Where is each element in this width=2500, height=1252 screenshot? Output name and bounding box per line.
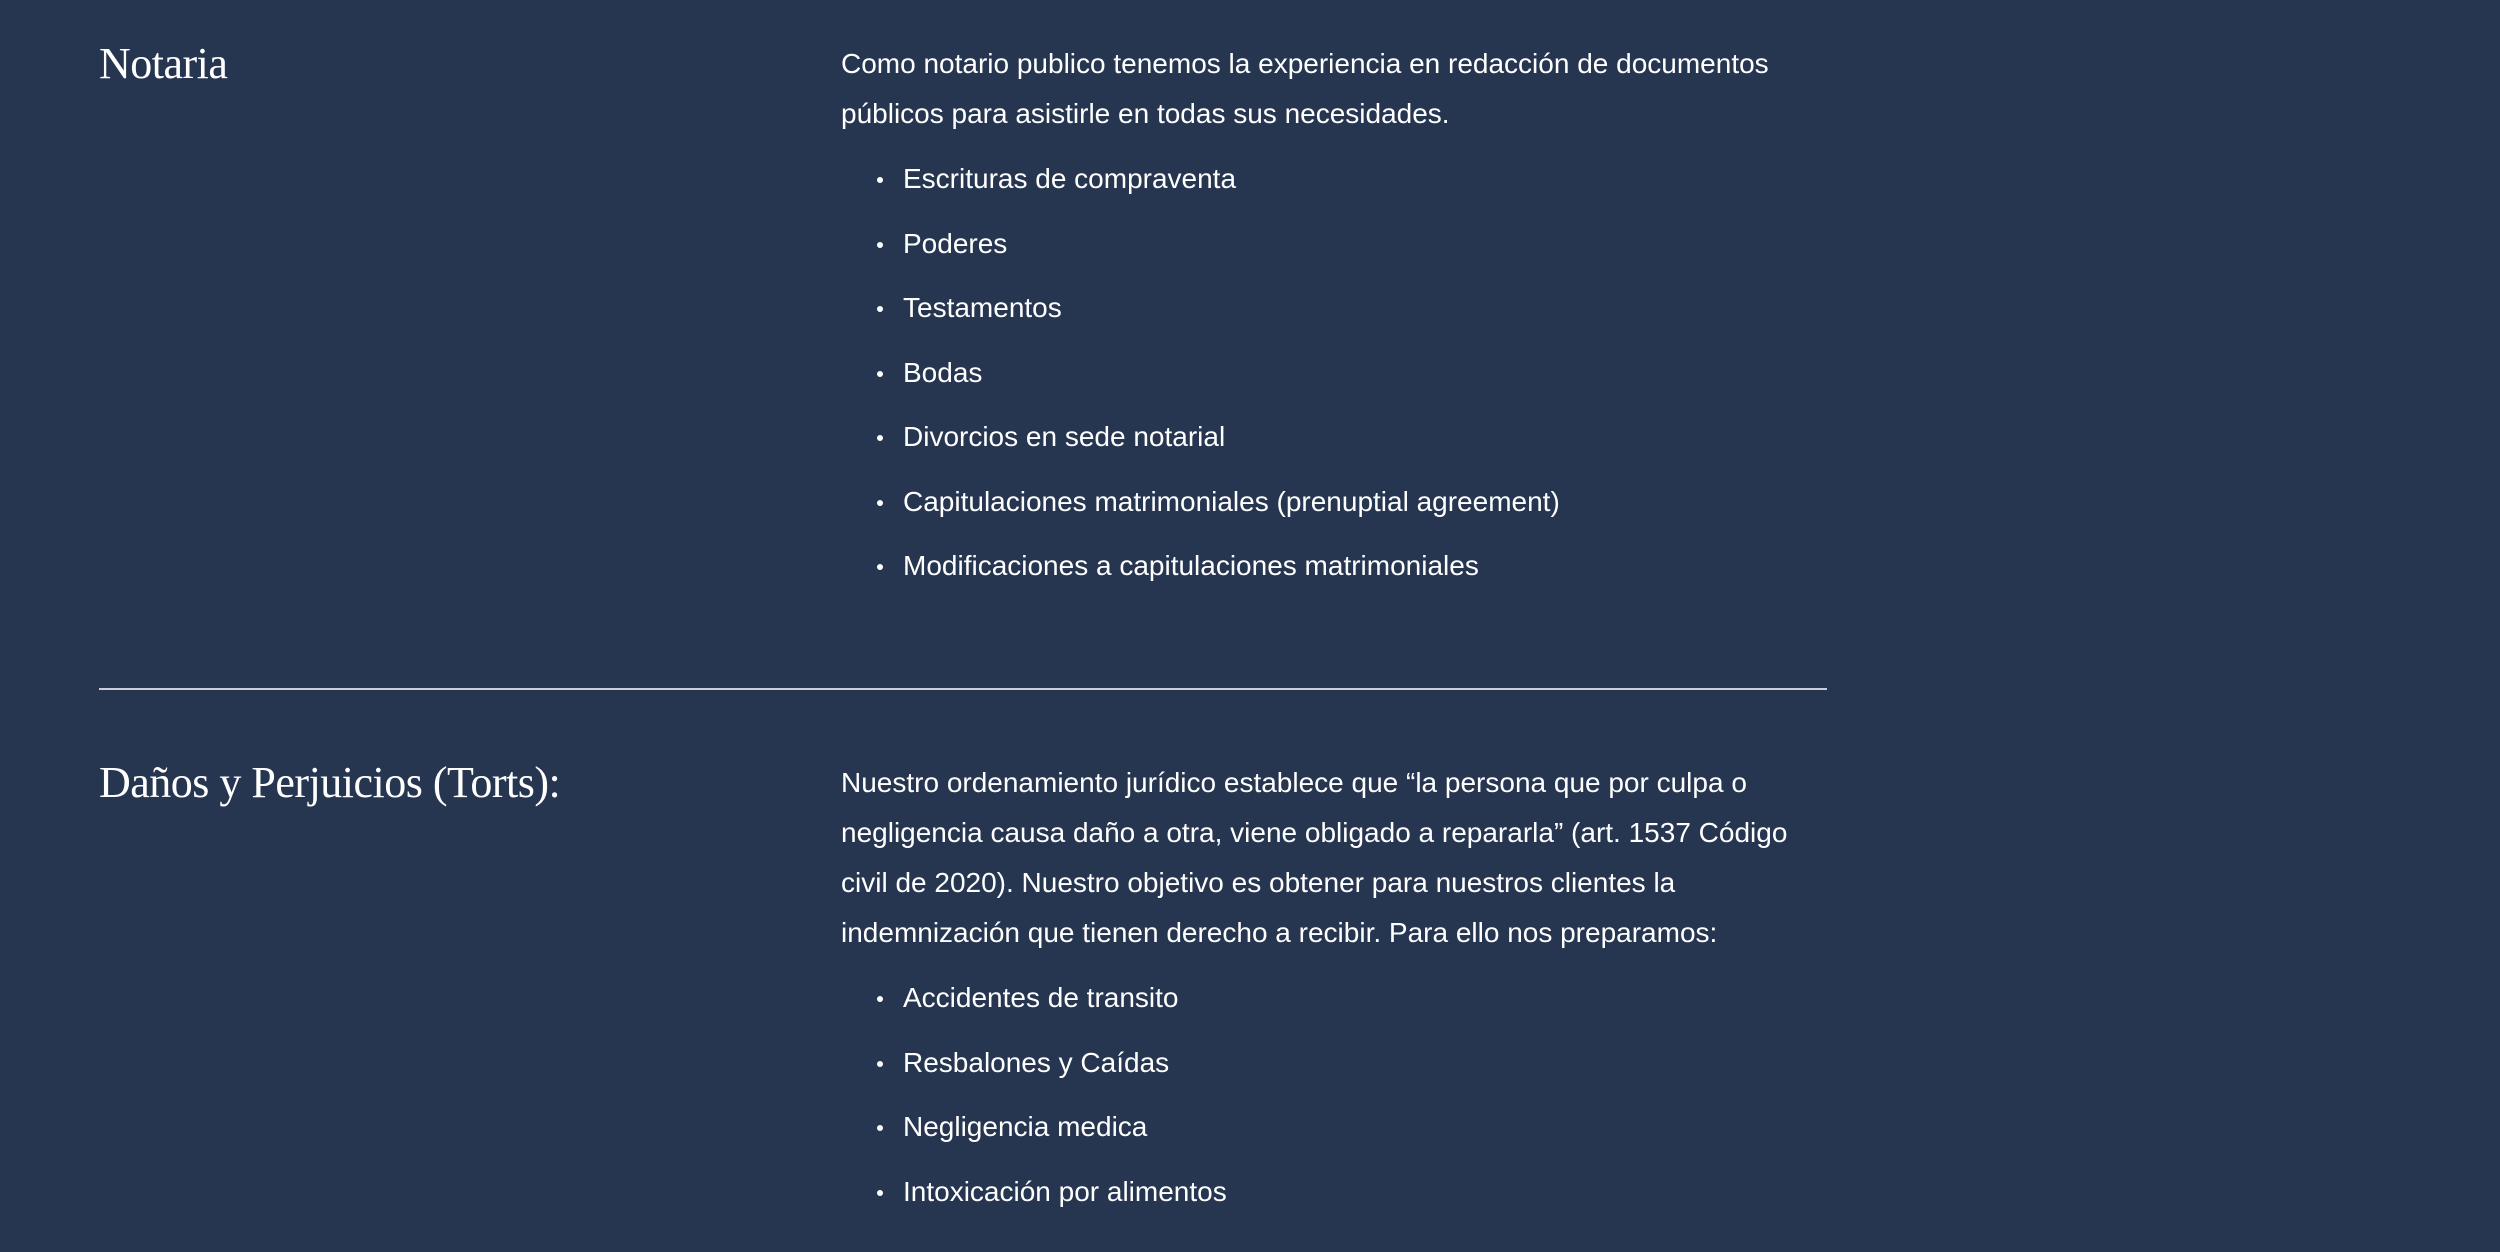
- list-item: [841, 1043, 1831, 1083]
- danos-services-list: [841, 978, 1831, 1212]
- bullet-icon: [877, 1125, 883, 1131]
- list-item-label: Negligencia medica: [903, 1111, 1148, 1142]
- list-item-label: Intoxicación por alimentos: [903, 1175, 1227, 1207]
- bullet-icon: [877, 242, 883, 248]
- notaria-services-list: [841, 159, 1831, 586]
- bullet-icon: [877, 1061, 883, 1067]
- notaria-title: Notaria: [99, 39, 228, 88]
- list-item: [841, 353, 1831, 393]
- section-divider: [99, 688, 1827, 690]
- list-item: [841, 1107, 1831, 1147]
- list-item-label: Poderes: [903, 227, 1008, 259]
- bullet-icon: [877, 435, 883, 441]
- list-item: [841, 1172, 1831, 1212]
- bullet-icon: [877, 1190, 883, 1196]
- bullet-icon: [877, 306, 883, 312]
- list-item: [841, 417, 1831, 457]
- list-item: [841, 978, 1831, 1018]
- list-item-label: Resbalones y Caídas: [903, 1046, 1170, 1078]
- bullet-icon: [877, 564, 883, 570]
- list-item-label: Accidentes de transito: [903, 982, 1179, 1013]
- list-item: [841, 224, 1831, 264]
- danos-body: [841, 758, 1831, 1236]
- bullet-icon: [877, 996, 883, 1002]
- bullet-icon: [877, 371, 883, 377]
- list-item: [841, 546, 1831, 586]
- list-item: [841, 159, 1831, 199]
- list-item-label: Divorcios en sede notarial: [903, 421, 1226, 452]
- notaria-intro: Como notario publico tenemos la experiencia en redacción de documentos públicos para asistirle en todas sus necesidades.: [841, 48, 1769, 129]
- list-item-label: Modificaciones a capitulaciones matrimoniales: [903, 550, 1479, 581]
- bullet-icon: [877, 177, 883, 183]
- list-item-label: Escrituras de compraventa: [903, 163, 1237, 194]
- list-item: [841, 288, 1831, 328]
- notaria-body: [841, 39, 1831, 611]
- danos-title: Daños y Perjuicios (Torts):: [99, 758, 561, 807]
- danos-intro: Nuestro ordenamiento jurídico establece que “la persona que por culpa o negligencia causa daño a otra, viene obligado a repararla” (art. 1537 Código civil de 2020). Nuestro objetivo es obtener para nuestros clientes la indemnización que tienen derecho a recibir. Para ello nos preparamos:: [841, 767, 1788, 948]
- list-item-label: Testamentos: [903, 292, 1062, 323]
- list-item-label: Capitulaciones matrimoniales (prenuptial agreement): [903, 485, 1560, 517]
- list-item: [841, 482, 1831, 522]
- list-item-label: Bodas: [903, 356, 983, 388]
- bullet-icon: [877, 500, 883, 506]
